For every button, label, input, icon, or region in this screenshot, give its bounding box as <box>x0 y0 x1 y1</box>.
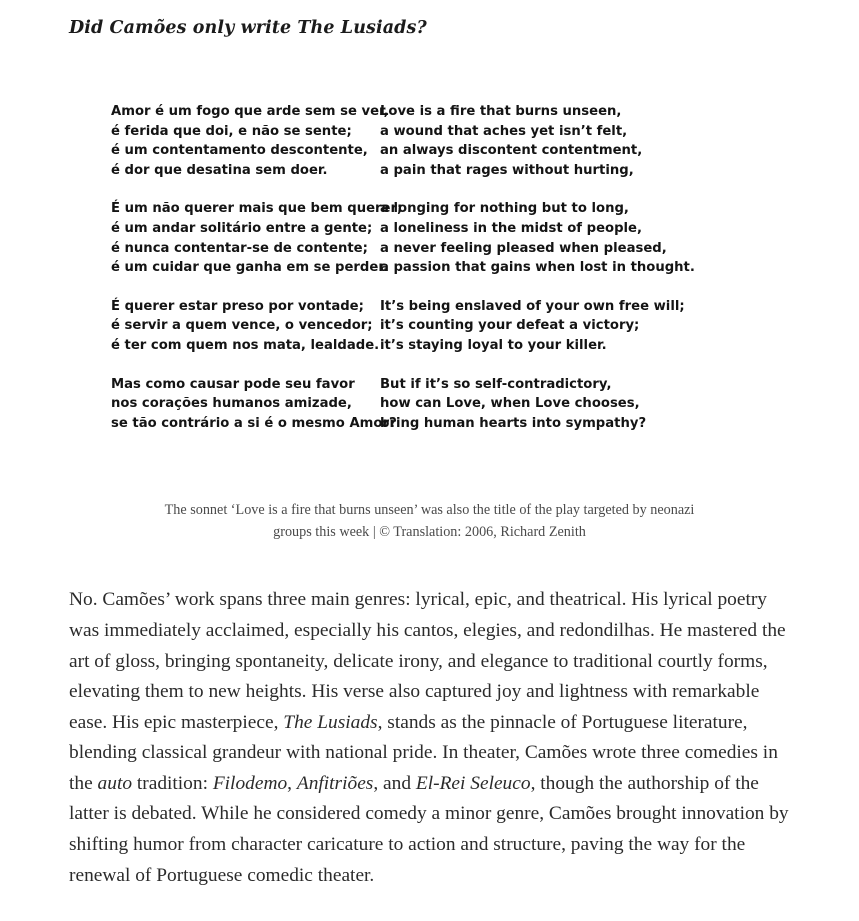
poem-line: a wound that aches yet isn’t felt, <box>380 123 628 139</box>
poem-line: how can Love, when Love chooses, <box>380 396 640 412</box>
body-text-italic: auto <box>97 772 133 794</box>
poem-line: é ferida que doi, e não se sente; <box>111 123 352 139</box>
poem-line: é um andar solitário entre a gente; <box>111 220 373 236</box>
poem-stanza <box>380 297 760 356</box>
poem-line: é nunca contentar-se de contente; <box>111 240 368 256</box>
body-paragraph <box>0 543 859 921</box>
poem-line: it’s staying loyal to your killer. <box>380 337 607 353</box>
body-text-italic: El-Rei Seleuco <box>415 772 531 794</box>
poem-column-english <box>380 102 760 433</box>
poem-line: é um cuidar que ganha em se perder. <box>111 260 388 276</box>
poem-line: an always discontent contentment, <box>380 143 643 159</box>
caption-main: The sonnet ‘Love is a fire that burns unseen’ was also the title of the play targeted by neonazi groups this week <box>164 502 695 541</box>
body-text-run: , and <box>373 772 416 794</box>
poem-stanza <box>111 102 389 180</box>
page-title: Did Camões only write The Lusiads? <box>69 18 427 38</box>
image-caption <box>0 433 859 543</box>
poem-line: se tão contrário a si é o mesmo Amor? <box>111 415 397 431</box>
poem-stanza <box>380 199 760 277</box>
poem-line: It’s being enslaved of your own free will; <box>380 298 685 314</box>
poem-line: é um contentamento descontente, <box>111 143 368 159</box>
poem-line: a longing for nothing but to long, <box>380 201 629 217</box>
body-text-italic: Filodemo <box>212 772 288 794</box>
body-text-run: , <box>287 772 297 794</box>
body-text-run: , though the authorship of the latter is debated. While he considered comedy a minor genre, Camões brought innovation by shifting humor from character caricature to action and structure, paving the way for the renewal of Portuguese comedic theater. <box>69 772 789 886</box>
body-text-italic: The Lusiads <box>283 711 378 733</box>
body-text-run: No. Camões’ work spans three main genres: lyrical, epic, and theatrical. His lyrical poetry was immediately acclaimed, especially his cantos, elegies, and redondilhas. He mastered the art of gloss, bringing spontaneity, delicate irony, and elegance to traditional courtly forms, elevating them to new heights. His verse also captured joy and lightness with remarkable ease. His epic masterpiece, <box>69 589 786 733</box>
poem-line: a pain that rages without hurting, <box>380 162 634 178</box>
caption-separator: | <box>369 524 380 541</box>
poem-line: a never feeling pleased when pleased, <box>380 240 667 256</box>
poem-line: bring human hearts into sympathy? <box>380 415 647 431</box>
poem-stanza <box>111 199 403 277</box>
poem-line: nos corações humanos amizade, <box>111 396 352 412</box>
body-text-run: tradition: <box>132 772 213 794</box>
poem-stanza <box>380 102 760 180</box>
poem-line: But if it’s so self-contradictory, <box>380 376 612 392</box>
poem-stanza <box>111 375 397 434</box>
body-text-italic: Anfitriões <box>296 772 374 794</box>
poem-line: Mas como causar pode seu favor <box>111 376 355 392</box>
poem-line: it’s counting your defeat a victory; <box>380 318 640 334</box>
poem-columns <box>0 38 859 433</box>
poem-line: é dor que desatina sem doer. <box>111 162 328 178</box>
poem-line: é ter com quem nos mata, lealdade. <box>111 337 380 353</box>
poem-stanza <box>380 375 760 434</box>
poem-line: Love is a fire that burns unseen, <box>380 104 622 119</box>
poem-column-portuguese <box>0 102 403 433</box>
body-text-run: , stands as the pinnacle of Portuguese literature, blending classical grandeur with national pride. In theater, Camões wrote three comedies in the <box>69 711 778 794</box>
poem-line: a loneliness in the midst of people, <box>380 220 642 236</box>
poem-line: Amor é um fogo que arde sem se ver, <box>111 104 389 119</box>
poem-line: É querer estar preso por vontade; <box>111 298 364 314</box>
poem-line: É um não querer mais que bem querer; <box>111 201 403 217</box>
caption-credit: © Translation: 2006, Richard Zenith <box>379 524 586 541</box>
poem-stanza <box>111 297 380 356</box>
poem-line: é servir a quem vence, o vencedor; <box>111 318 373 334</box>
poem-line: a passion that gains when lost in thought. <box>380 260 695 276</box>
